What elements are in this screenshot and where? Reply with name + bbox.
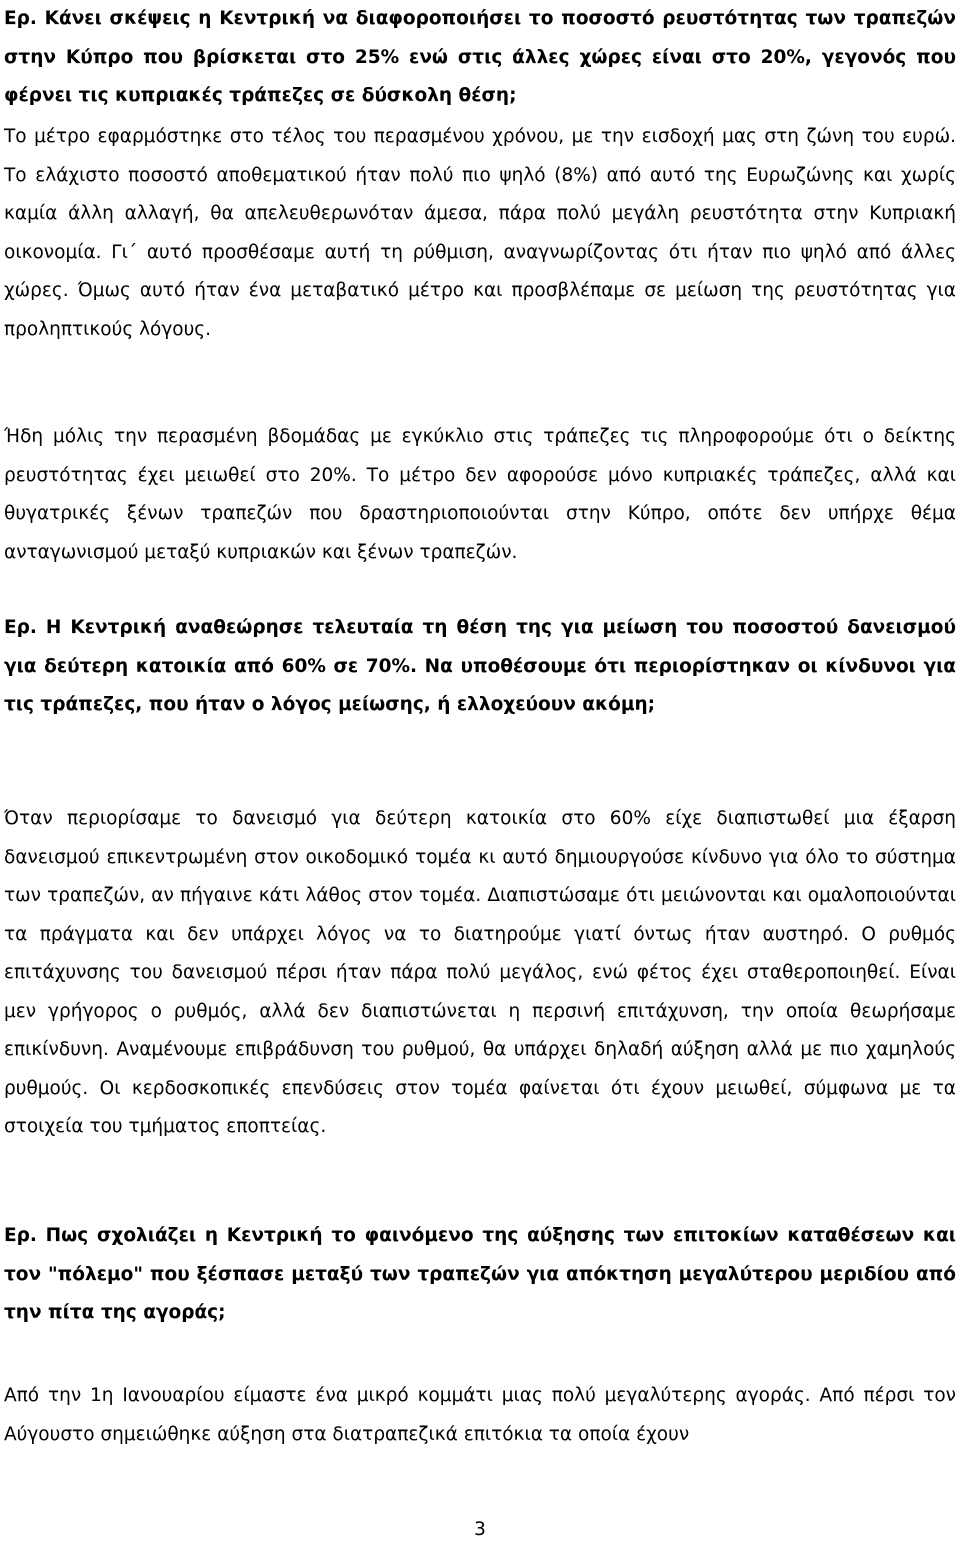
answer-1-paragraph-2: Ήδη μόλις την περασμένη βδομάδας με εγκύκλιο στις τράπεζες τις πληροφορούμε ότι ο δείκτης ρευστότητας έχει μειωθεί στο 20%. Το μέτρο δεν αφορούσε μόνο κυπριακές τράπεζες, αλλά και θυγατρικές ξένων τραπεζών που δραστηριοποιούνται στην Κύπρο, οπότε δεν υπήρχε θέμα ανταγωνισμού μεταξύ κυπριακών και ξένων τραπεζών. <box>4 426 956 563</box>
question-2: Ερ. Η Κεντρική αναθεώρησε τελευταία τη θέση της για μείωση του ποσοστού δανεισμού για δεύτερη κατοικία από 60% σε 70%. Να υποθέσουμε ότι περιορίστηκαν οι κίνδυνοι για τις τράπεζες, που ήταν ο λόγος μείωσης, ή ελλοχεύουν ακόμη; <box>4 617 956 715</box>
answer-3-paragraph: Από την 1η Ιανουαρίου είμαστε ένα μικρό κομμάτι μιας πολύ μεγαλύτερης αγοράς. Από πέρσι τον Αύγουστο σημειώθηκε αύξηση στα διατραπεζικά επιτόκια τα οποία έχουν <box>4 1385 956 1445</box>
answer-1-paragraph-1: Το μέτρο εφαρμόστηκε στο τέλος του περασμένου χρόνου, με την εισδοχή μας στη ζώνη του ευρώ. Το ελάχιστο ποσοστό αποθεματικού ήταν πολύ πιο ψηλό (8%) από αυτό της Ευρωζώνης και χωρίς καμία άλλη αλλαγή, θα απελευθερωνόταν άμεσα, πάρα πολύ μεγάλη ρευστότητα στην Κυπριακή οικονομία. Γι΄ αυτό προσθέσαμε αυτή τη ρύθμιση, αναγνωρίζοντας ότι ήταν πιο ψηλό από άλλες χώρες. Όμως αυτό ήταν ένα μεταβατικό μέτρο και προσβλέπαμε σε μείωση της ρευστότητας για προληπτικούς λόγους. <box>4 126 956 340</box>
answer-2-paragraph: Όταν περιορίσαμε το δανεισμό για δεύτερη κατοικία στο 60% είχε διαπιστωθεί μια έξαρση δανεισμού επικεντρωμένη στον οικοδομικό τομέα κι αυτό δημιουργούσε κίνδυνο για όλο το σύστημα των τραπεζών, αν πήγαινε κάτι λάθος στον τομέα. Διαπιστώσαμε ότι μειώνονται και ομαλοποιούνται τα πράγματα και δεν υπάρχει λόγος να το διατηρούμε γιατί όντως ήταν αυστηρό. Ο ρυθμός επιτάχυνσης του δανεισμού πέρσι ήταν πάρα πολύ μεγάλος, ενώ φέτος έχει σταθεροποιηθεί. Είναι μεν γρήγορος ο ρυθμός, αλλά δεν διαπιστώνεται η περσινή επιτάχυνση, την οποία θεωρήσαμε επικίνδυνη. Αναμένουμε επιβράδυνση του ρυθμού, θα υπάρχει δηλαδή αύξηση αλλά με πιο χαμηλούς ρυθμούς. Οι κερδοσκοπικές επενδύσεις στον τομέα φαίνεται ότι έχουν μειωθεί, σύμφωνα με τα στοιχεία του τμήματος εποπτείας. <box>4 808 956 1137</box>
question-1: Ερ. Κάνει σκέψεις η Κεντρική να διαφοροποιήσει το ποσοστό ρευστότητας των τραπεζών στην Κύπρο που βρίσκεται στο 25% ενώ στις άλλες χώρες είναι στο 20%, γεγονός που φέρνει τις κυπριακές τράπεζες σε δύσκολη θέση; <box>4 8 956 106</box>
question-3: Ερ. Πως σχολιάζει η Κεντρική το φαινόμενο της αύξησης των επιτοκίων καταθέσεων και τον "πόλεμο" που ξέσπασε μεταξύ των τραπεζών για απόκτηση μεγαλύτερου μεριδίου από την πίτα της αγοράς; <box>4 1225 956 1323</box>
page-number: 3 <box>474 1519 486 1540</box>
